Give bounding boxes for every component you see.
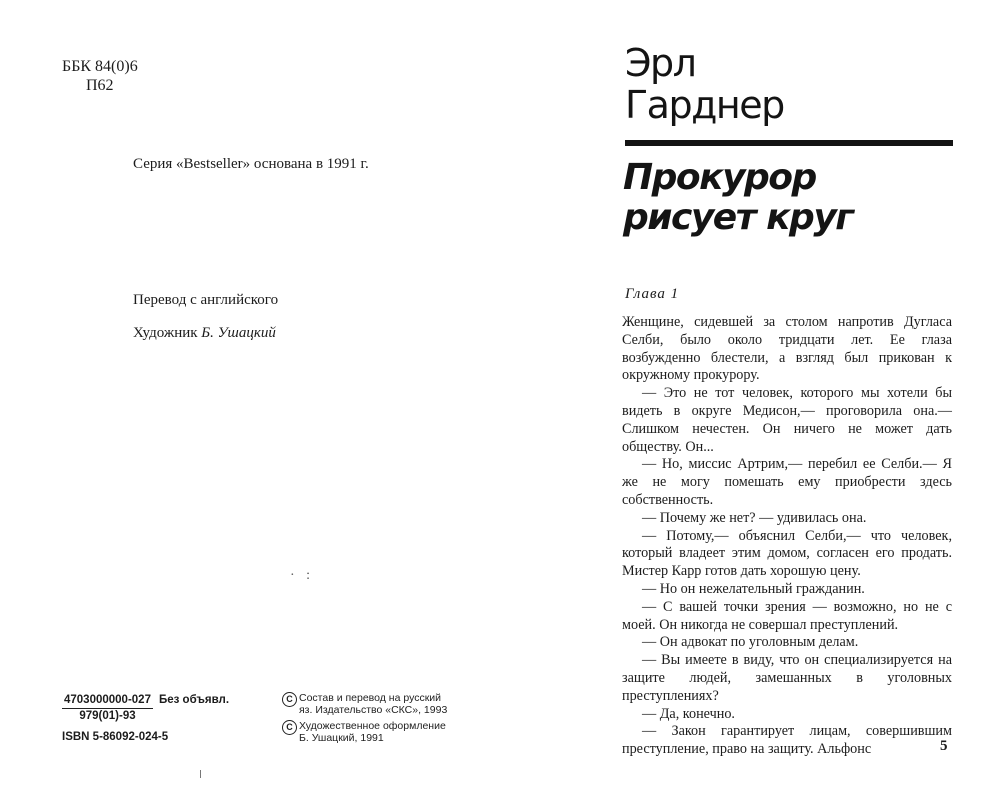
- copyright-line: Художественное оформление: [299, 720, 446, 732]
- isbn: ISBN 5-86092-024-5: [62, 731, 169, 743]
- imprint-numerator: 4703000000-027: [62, 693, 153, 709]
- bbk-label: ББК 84(0)6: [62, 58, 138, 75]
- imprint-block: [62, 693, 229, 745]
- copyright-line: яз. Издательство «СКС», 1993: [299, 704, 448, 716]
- bbk-classification: [62, 57, 138, 95]
- imprint-note: Без объявл.: [158, 694, 230, 706]
- paragraph: — Потому,— объяснил Селби,— что человек, который владеет этим домом, согласен его продать. Мистер Карр готов дать хорошую цену.: [622, 527, 952, 580]
- artist-name: Б. Ушацкий: [201, 325, 276, 341]
- author-name: [625, 42, 784, 126]
- paragraph: — Вы имеете в виду, что он специализируется на защите людей, замешанных в уголовных преступлениях?: [622, 652, 952, 704]
- copyright-line: Б. Ушацкий, 1991: [299, 732, 384, 744]
- paragraph: — Он адвокат по уголовным делам.: [642, 634, 859, 651]
- imprint-denominator: 979(01)-93: [79, 710, 136, 722]
- copyright-translation: [282, 692, 472, 716]
- imprint-fraction: [62, 693, 153, 724]
- copyright-icon: C: [282, 720, 297, 735]
- copyright-design: [282, 720, 472, 744]
- book-title: [623, 158, 853, 238]
- print-mark: [200, 770, 201, 778]
- paragraph: — Закон гарантирует лицам, совершившим преступление, право на защиту. Альфонс: [622, 723, 952, 758]
- author-first-name: Эрл: [625, 41, 696, 85]
- title-rule: [625, 140, 953, 146]
- copyright-line: Состав и перевод на русский: [299, 692, 442, 704]
- artist-credit: [133, 325, 276, 342]
- paragraph: — Да, конечно.: [642, 705, 735, 722]
- series-note: Серия «Bestseller» основана в 1991 г.: [133, 156, 369, 172]
- copyright-icon: C: [282, 692, 297, 707]
- right-page: [560, 0, 1007, 800]
- author-last-name: Гарднер: [625, 83, 784, 127]
- paragraph: — С вашей точки зрения — возможно, но не с моей. Он никогда не совершал преступлений.: [622, 598, 952, 633]
- artist-label: Художник: [133, 325, 198, 341]
- paragraph: Женщине, сидевшей за столом напротив Дугласа Селби, было около тридцати лет. Ее глаза возбужденно блестели, а взгляд был прикован к окружному прокурору.: [622, 314, 952, 384]
- page-number: 5: [940, 738, 948, 754]
- paragraph: — Почему же нет? — удивилась она.: [642, 509, 867, 526]
- title-line: Прокурор: [623, 157, 816, 198]
- title-line: рисует круг: [623, 197, 853, 238]
- paragraph: — Но, миссис Артрим,— перебил ее Селби.— Я же не могу помешать ему приобрести здесь собственность.: [622, 456, 952, 508]
- chapter-heading: Глава 1: [625, 286, 680, 302]
- chapter-text: [622, 314, 952, 759]
- print-specks: · :: [290, 568, 315, 583]
- bbk-code: П62: [86, 77, 114, 94]
- translation-note: Перевод с английского: [133, 292, 279, 308]
- paragraph: — Но он нежелательный гражданин.: [642, 580, 865, 597]
- paragraph: — Это не тот человек, которого мы хотели бы видеть в округе Медисон,— проговорила она.— Слишком нечестен. Он ничего не может дать обществу. Он...: [622, 385, 952, 455]
